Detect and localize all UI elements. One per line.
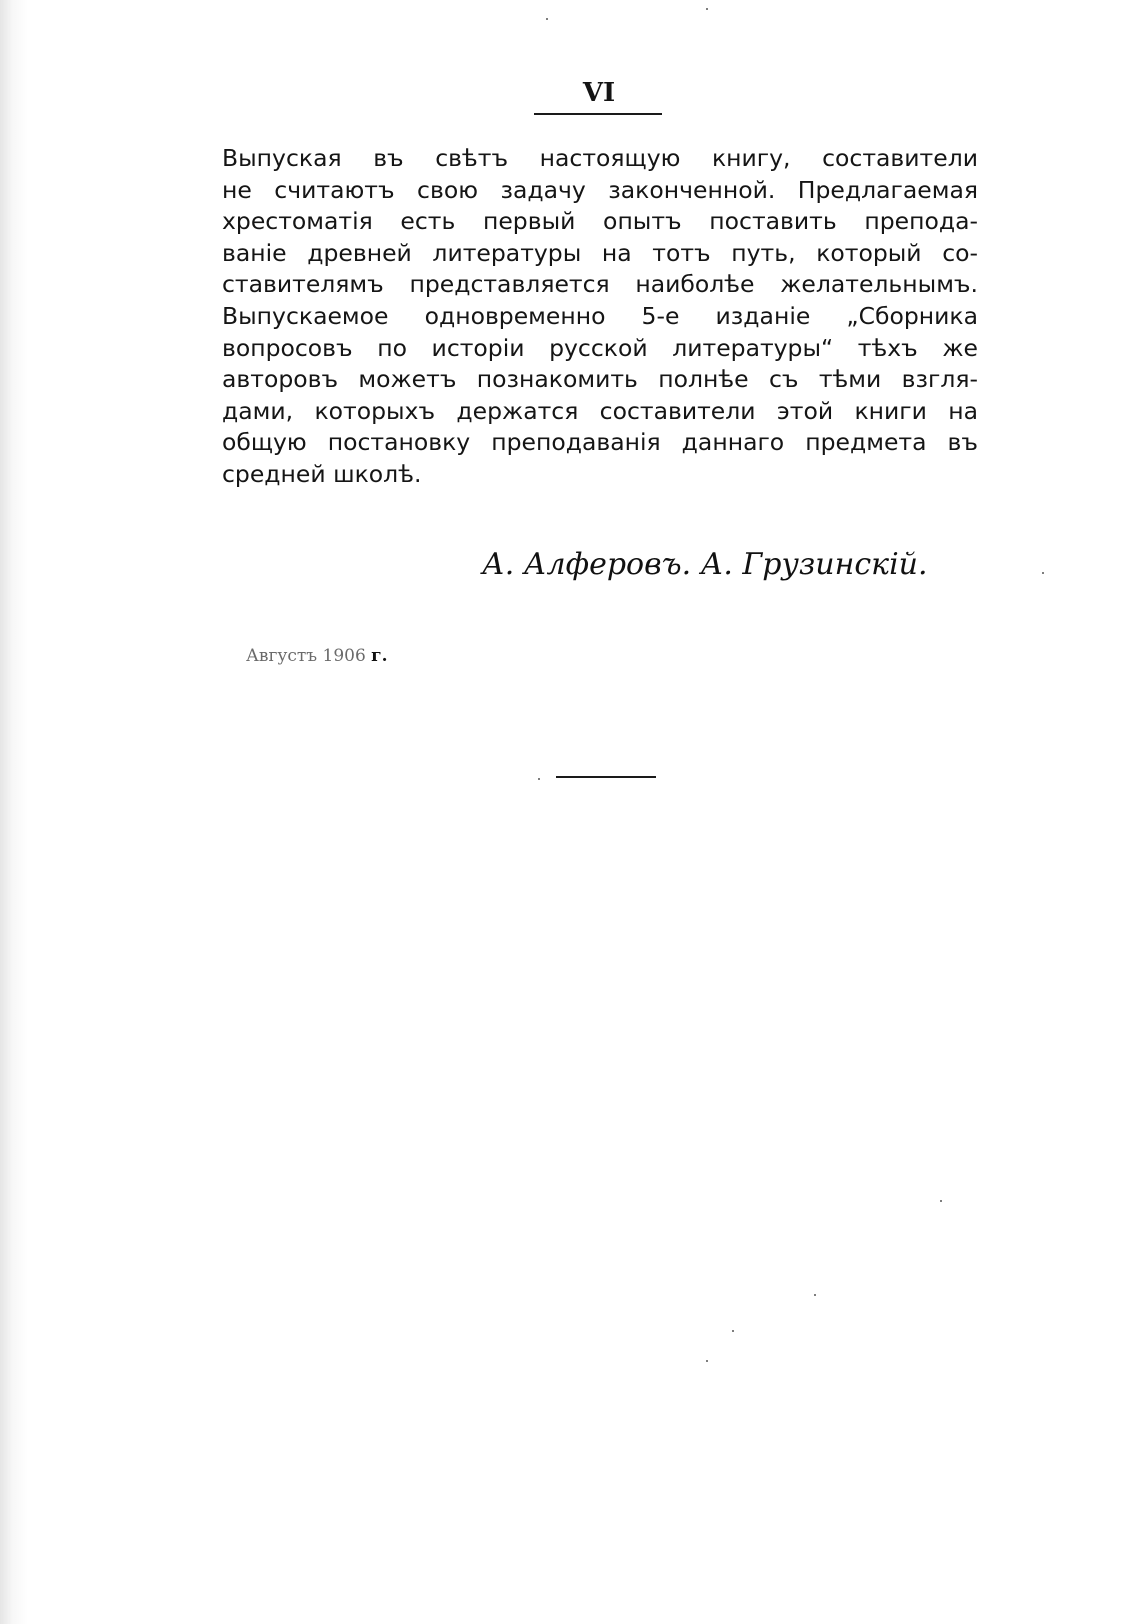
scan-speck: [732, 1330, 734, 1332]
paragraph-line: дами, которыхъ держатся составители этой книги на: [222, 396, 978, 425]
scan-edge-shadow: [0, 0, 28, 1624]
scan-speck: [940, 1200, 942, 1202]
scan-speck: [538, 778, 540, 780]
date-text: Августъ 1906: [246, 646, 366, 666]
paragraph-line: Выпускаемое одновременно 5-е изданіе „Сборника: [222, 301, 978, 330]
paragraph-line: вопросовъ по исторіи русской литературы“ тѣхъ же: [222, 333, 978, 362]
scan-speck: [706, 1360, 708, 1362]
scan-speck: [1042, 572, 1044, 574]
paragraph-line: авторовъ можетъ познакомить полнѣе съ тѣми взгля-: [222, 365, 978, 394]
paragraph-line: ставителямъ представляется наиболѣе желательнымъ.: [222, 270, 978, 299]
date-line: [246, 645, 388, 667]
paragraph-line: общую постановку преподаванія даннаго предмета въ: [222, 428, 978, 457]
paragraph-line: Выпуская въ свѣтъ настоящую книгу, составители: [222, 144, 978, 172]
paragraph-line: ваніе древней литературы на тотъ путь, который со-: [222, 238, 978, 267]
page-number: VI: [582, 78, 616, 108]
paragraph-line: хрестоматія есть первый опытъ поставить препода-: [222, 207, 978, 236]
scan-speck: [546, 18, 548, 20]
date-suffix: г.: [371, 646, 388, 666]
authors-signature: А. Алферовъ. А. Грузинскій.: [482, 547, 928, 582]
paragraph-line: не считаютъ свою задачу законченной. Предлагаемая: [222, 175, 978, 204]
header-rule: [534, 113, 662, 115]
paragraph-line: средней школѣ.: [222, 459, 422, 488]
preface-paragraph: [222, 143, 978, 491]
scan-speck: [706, 8, 708, 10]
scan-speck: [814, 1294, 816, 1296]
footer-rule: [556, 776, 656, 778]
